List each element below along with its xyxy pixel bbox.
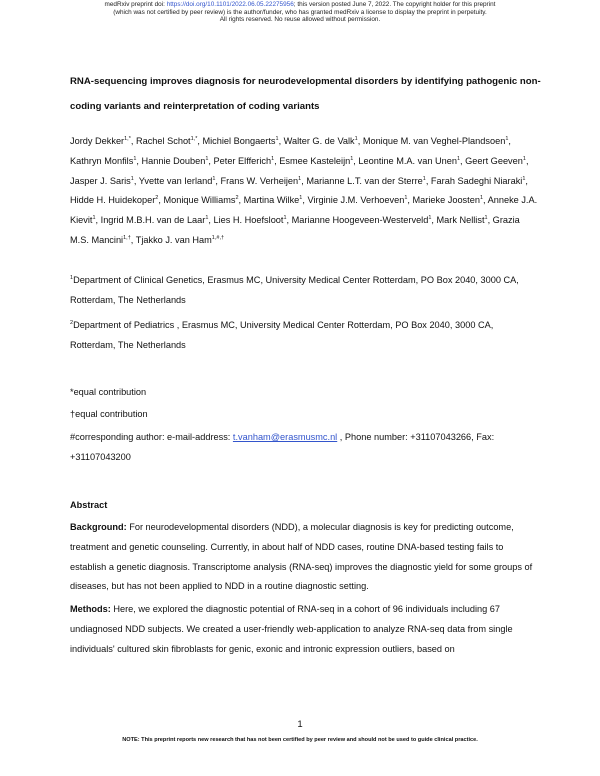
author-name: Monique Williams <box>163 195 236 206</box>
author-affiliation-mark: 1 <box>522 175 526 182</box>
author-name: Marianne L.T. van der Sterre <box>306 175 423 186</box>
author-name: Geert Geeven <box>465 155 523 166</box>
author-name: Marianne Hoogeveen-Westerveld <box>291 215 429 226</box>
paper-title: RNA-sequencing improves diagnosis for neurodevelopmental disorders by identifying pathogenic non-coding variants and reinterpretation of coding variants <box>70 76 541 112</box>
author-affiliation-mark: 1 <box>422 175 426 182</box>
abstract-background: Background: For neurodevelopmental disorders (NDD), a molecular diagnosis is key for predicting outcome, treatment and genetic counseling. Currently, in about half of NDD cases, routine DNA-based testing fails to establish a genetic diagnosis. Transcriptome analysis (RNA-seq) improves the diagnostic yield for some groups of diseases, but has not been applied to NDD in a routine diagnostic setting. <box>70 522 533 592</box>
author-affiliation-mark: 1 <box>522 155 526 162</box>
author-name: Farah Sadeghi Niaraki <box>430 175 523 186</box>
doi-link[interactable]: https://doi.org/10.1101/2022.06.05.22275956 <box>166 1 294 8</box>
author-affiliation-mark: 1 <box>428 215 432 222</box>
author-affiliation-mark: 2 <box>155 195 159 202</box>
author-name: Grazia M.S. Mancini <box>70 215 520 245</box>
author-name: Peter Elfferich <box>213 155 272 166</box>
corresponding-author: #corresponding author: e-mail-address: t.vanham@erasmusmc.nl , Phone number: +31107043266, Fax: +31107043200 <box>70 432 495 462</box>
author-affiliation-mark: 1 <box>299 195 303 202</box>
author-affiliation-mark: 1 <box>271 155 275 162</box>
author-name: Anneke J.A. Kievit <box>70 195 538 226</box>
author-name: Lies H. Hoefsloot <box>213 215 284 226</box>
methods-label: Methods: <box>70 604 111 614</box>
author-name: Virginie J.M. Verhoeven <box>307 195 405 206</box>
author-affiliation-mark: 1 <box>350 155 354 162</box>
author-affiliation-mark: 2 <box>235 195 239 202</box>
author-affiliation-mark: 1 <box>484 215 488 222</box>
header-line-3: All rights reserved. No reuse allowed without permission. <box>219 16 381 24</box>
author-name: Tjakko J. van Ham <box>135 234 212 245</box>
author-name: Jordy Dekker <box>70 136 125 146</box>
author-name: Leontine M.A. van Unen <box>358 155 457 166</box>
author-name: Frans W. Verheijen <box>220 175 299 186</box>
background-label: Background: <box>70 522 127 532</box>
author-name: Walter G. de Valk <box>283 136 355 146</box>
author-name: Hidde H. Huidekoper <box>70 195 156 206</box>
author-affiliation-mark: 1 <box>298 175 302 182</box>
email-link[interactable]: t.vanham@erasmusmc.nl <box>232 432 338 442</box>
author-affiliation-mark: 1,* <box>124 136 131 142</box>
author-name: Esmee Kasteleijn <box>279 155 351 166</box>
author-name: Monique M. van Veghel-Plandsoen <box>362 136 506 146</box>
author-name: Rachel Schot <box>135 136 191 146</box>
author-name: Ingrid M.B.H. van de Laar <box>100 215 206 226</box>
author-affiliation-mark: 1 <box>479 195 483 202</box>
author-affiliation-mark: 1,* <box>190 136 198 142</box>
author-name: Michiel Bongaerts <box>202 136 276 146</box>
header-line-1: medRxiv preprint doi: https://doi.org/10.1101/2022.06.05.22275956; this version posted June 7, 2022. The copyright holder for this preprint <box>104 1 496 8</box>
author-affiliation-mark: 1 <box>92 215 96 222</box>
equal-contribution-note-2: †equal contribution <box>70 409 148 419</box>
author-affiliation-mark: 1 <box>456 155 461 162</box>
author-affiliation-mark: 1 <box>283 215 287 222</box>
footer-note: NOTE: This preprint reports new research that has not been certified by peer review and should not be used to guide clinical practice. <box>122 737 478 743</box>
author-affiliation-mark: 1,† <box>123 234 131 241</box>
author-affiliation-mark: 1 <box>505 136 509 142</box>
author-name: Jasper J. Saris <box>70 175 131 186</box>
equal-contribution-note: *equal contribution <box>70 387 147 397</box>
author-name: Marieke Joosten <box>412 195 480 206</box>
author-affiliation-mark: 1 <box>205 215 209 222</box>
author-name: Hannie Douben <box>141 155 206 166</box>
author-affiliation-mark: 1 <box>205 155 209 162</box>
author-affiliation-mark: 1 <box>133 155 137 162</box>
author-affiliation-mark: 1 <box>275 136 279 142</box>
author-affiliation-mark: 1 <box>404 195 408 202</box>
author-affiliation-mark: 1 <box>212 175 216 182</box>
author-affiliation-mark: 1 <box>354 136 358 142</box>
header-line-2: (which was not certified by peer review) is the author/funder, who has granted medRxiv a license to display the preprint in perpetuity. <box>113 8 487 16</box>
preprint-header <box>0 1 600 24</box>
author-affiliation-mark: 1 <box>130 175 134 182</box>
abstract-methods: Methods: Here, we explored the diagnostic potential of RNA-seq in a cohort of 96 individuals including 67 undiagnosed NDD subjects. We created a user-friendly web-application to analyze RNA-seq data from single individuals' cultured skin fibroblasts for genic, exonic and intronic expression outliers, based on <box>70 604 513 654</box>
affiliation-2: $^2$Department of Pediatrics , Erasmus MC, University Medical Center Rotterdam, PO Box 2040, 3000 CA, Rotterdam, The Netherlands <box>70 320 494 350</box>
affiliation-1: $^1$Department of Clinical Genetics, Erasmus MC, University Medical Center Rotterdam, PO Box 2040, 3000 CA, Rotterdam, The Netherlands <box>70 275 519 305</box>
author-name: Yvette van Ierland <box>138 175 213 186</box>
author-list: Jordy Dekker$^{1,*}$, Rachel Schot$^{1,*}$, Michiel Bongaerts$^1$, Walter G. de Valk$^1$, Monique M. van Veghel-Plandsoen$^1$, Kathryn Monfils$^1$, Hannie Douben$^1$, Peter Elfferich$^1$, Esmee Kasteleijn$^1$, Leontine M.A. van Unen$^1$, Geert Geeven$^1$, Jasper J. Saris$^1$, Yvette van Ierland$^1$, Frans W. Verheijen$^1$, Marianne L.T. van der Sterre$^1$, Farah Sadeghi Niaraki$^1$, Hidde H. Huidekoper$^2$, Monique Williams$^2$, Martina Wilke$^1$, Virginie J.M. Verhoeven$^1$, Marieke Joosten$^1$, Anneke J.A. Kievit$^1$, Ingrid M.B.H. van de Laar$^1$, Lies H. Hoefsloot$^1$, Marianne Hoogeveen-Westerveld$^1$, Mark Nellist$^1$, Grazia M.S. Mancini$^{1,\dagger}$, Tjakko J. van Ham$^{1,\#,\dagger}$ <box>70 136 538 245</box>
author-name: Martina Wilke <box>243 195 300 206</box>
abstract-heading: Abstract <box>70 500 108 510</box>
author-affiliation-mark: 1,#,† <box>211 234 225 241</box>
author-name: Kathryn Monfils <box>70 155 134 166</box>
author-name: Mark Nellist <box>436 215 485 226</box>
page-number: 1 <box>297 719 303 730</box>
